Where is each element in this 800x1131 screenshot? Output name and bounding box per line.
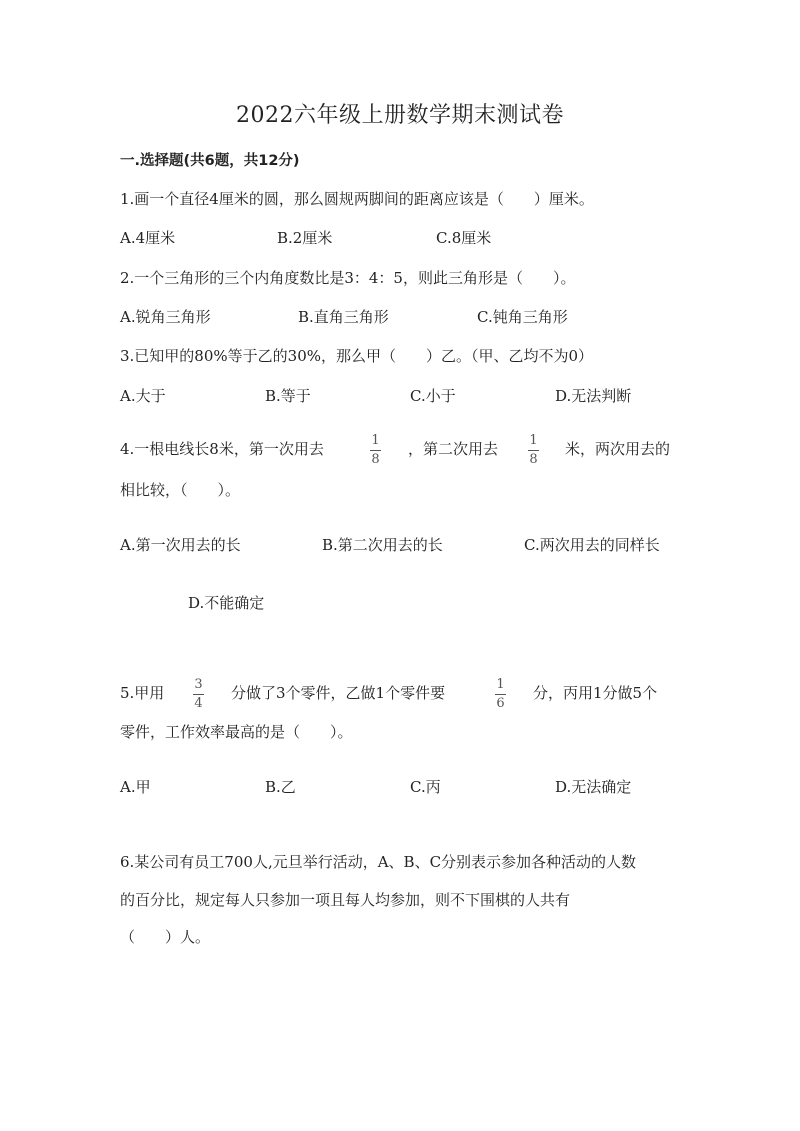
q2-option-c[interactable]: C.钝角三角形	[477, 308, 568, 326]
q1-option-a[interactable]: A.4厘米	[120, 229, 176, 247]
q5-option-a[interactable]: A.甲	[120, 778, 151, 796]
q4-fraction-1-numerator: 1	[371, 433, 380, 448]
q5-option-d[interactable]: D.无法确定	[555, 778, 632, 796]
q4-option-c[interactable]: C.两次用去的同样长	[524, 536, 660, 554]
q1-option-c[interactable]: C.8厘米	[436, 229, 492, 247]
q5-fraction-1	[193, 678, 204, 711]
q4-option-a[interactable]: A.第一次用去的长	[120, 536, 241, 554]
question-1-text: 1.画一个直径4厘米的圆，那么圆规两脚间的距离应该是（ ）厘米。	[120, 190, 594, 208]
q1-option-b[interactable]: B.2厘米	[277, 229, 333, 247]
q3-option-d[interactable]: D.无法判断	[555, 387, 632, 405]
question-5-line2: 零件，工作效率最高的是（ ）。	[120, 723, 353, 741]
q5-fraction-2	[495, 678, 506, 711]
fraction-bar	[495, 694, 506, 695]
fraction-bar	[193, 694, 204, 695]
question-5-part3: 分，丙用1分做5个	[533, 684, 658, 702]
question-5-part1: 5.甲用	[120, 684, 165, 702]
question-3-text: 3.已知甲的80%等于乙的30%，那么甲（ ）乙。（甲、乙均不为0）	[120, 347, 594, 365]
q4-fraction-2	[528, 434, 539, 467]
page-title: 2022六年级上册数学期末测试卷	[236, 103, 564, 128]
q5-fraction-1-numerator: 3	[194, 677, 203, 692]
q4-fraction-2-denominator: 8	[529, 452, 538, 467]
question-6-line3: （ ）人。	[120, 928, 211, 946]
q3-option-c[interactable]: C.小于	[410, 387, 456, 405]
question-5-part2: 分做了3个零件，乙做1个零件要	[231, 684, 446, 702]
q4-fraction-1	[370, 434, 381, 467]
q4-option-b[interactable]: B.第二次用去的长	[322, 536, 443, 554]
q4-option-d[interactable]: D.不能确定	[188, 594, 265, 612]
question-6-line2: 的百分比，规定每人只参加一项且每人均参加，则不下围棋的人共有	[120, 891, 571, 909]
q2-option-b[interactable]: B.直角三角形	[298, 308, 389, 326]
q5-option-b[interactable]: B.乙	[265, 778, 296, 796]
question-4-part1: 4.一根电线长8米，第一次用去	[120, 440, 324, 458]
section-heading: 一.选择题(共6题，共12分)	[120, 153, 300, 169]
fraction-bar	[370, 450, 381, 451]
question-4-part3: 米，两次用去的	[565, 440, 671, 458]
question-2-text: 2.一个三角形的三个内角度数比是3：4：5，则此三角形是（ ）。	[120, 269, 576, 287]
q2-option-a[interactable]: A.锐角三角形	[120, 308, 211, 326]
q5-fraction-2-numerator: 1	[496, 677, 505, 692]
q4-fraction-2-numerator: 1	[529, 433, 538, 448]
question-6-line1: 6.某公司有员工700人,元旦举行活动，A、B、C分别表示参加各种活动的人数	[120, 853, 637, 871]
q5-fraction-1-denominator: 4	[194, 696, 203, 711]
question-4-line2: 相比较，（ ）。	[120, 481, 241, 499]
q3-option-b[interactable]: B.等于	[265, 387, 311, 405]
fraction-bar	[528, 450, 539, 451]
q5-option-c[interactable]: C.丙	[410, 778, 441, 796]
question-4-part2: ，第二次用去	[408, 440, 499, 458]
q3-option-a[interactable]: A.大于	[120, 387, 166, 405]
q4-fraction-1-denominator: 8	[371, 452, 380, 467]
q5-fraction-2-denominator: 6	[496, 696, 505, 711]
